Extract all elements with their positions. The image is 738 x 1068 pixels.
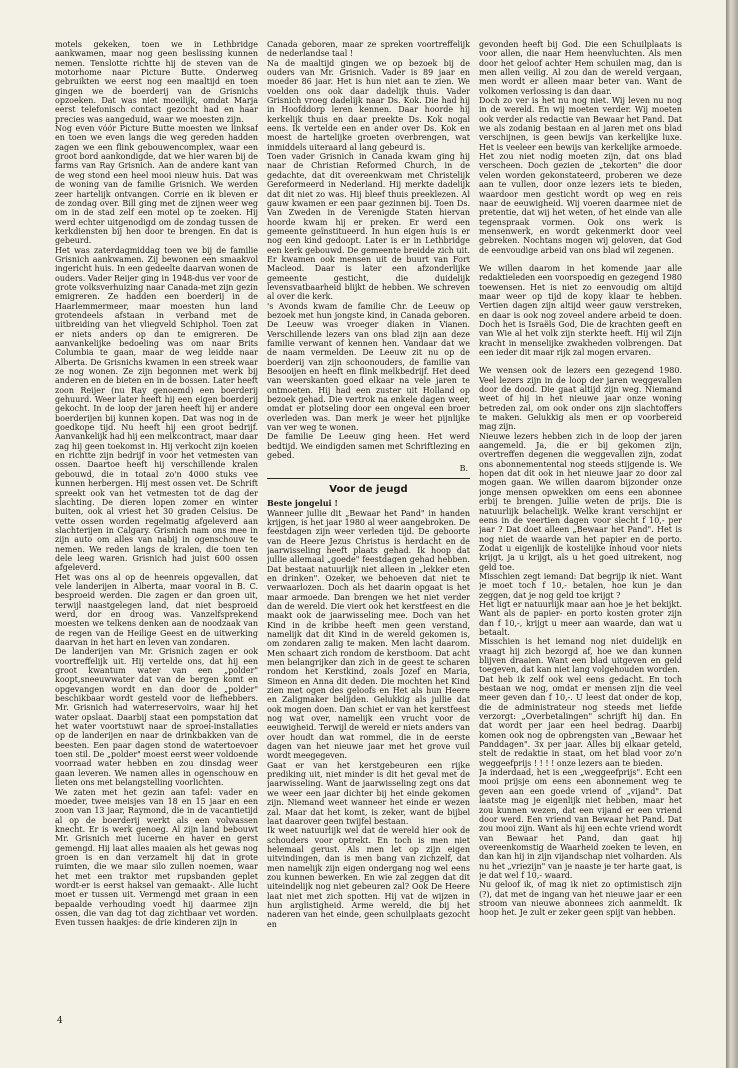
column-2	[267, 40, 470, 929]
paragraph: Gaat er van het kerstgebeuren een rijke prediking uit, niet minder is dit het geval met de jaarwisseling. Want de jaarwisseling zegt ons dat we weer een jaar dichter bij het einde gekomen zijn. Niemand weet wanneer het einde er wezen zal. Maar dat het komt, is zeker, want de bijbel laat daarover geen twijfel bestaan.	[267, 760, 470, 826]
paragraph: Ik weet natuurlijk wel dat de wereld hier ook de schouders voor optrekt. En toch is men niet helemaal gerust. Als men let op zijn eigen uitvindingen, dan is men bang van zichzelf, dat men namelijk zijn eigen ondergang nog wel eens zou kunnen bewerken. En wie zal zeggen dat dit uiteindelijk nog niet gebeuren zal? Ook De Heere laat niet met zich spotten. Hij vat de wijzen in hun arglistigheid. Arme wereld, die bij het naderen van het einde, geen schuilplaats gezocht en	[267, 826, 470, 929]
paragraph: De familie De Leeuw ging heen. Het werd bedtijd. We eindigden samen met Schriftlezing en gebed.	[267, 432, 470, 461]
greeting: Beste jongelui !	[267, 498, 338, 509]
paragraph: Misschien zegt iemand: Dat begrijp ik niet. Want je moet toch f 10,- betalen, hoe kun je dan zeggen, dat je nog geld toe krijgt ?	[479, 571, 682, 600]
page-number: 4	[57, 1016, 63, 1026]
paragraph: We zaten met het gezin aan tafel: vader en moeder, twee meisjes van 18 en 15 jaar en een zoon van 13 jaar, Raymond, die in de vacantietijd al op de boerderij werkt als een volwassen knecht. Er is werk genoeg. Al zijn land bebouwt Mr. Grisnich met lucerne en haver en gerst gemengd. Hij laat alles maaien als het gewas nog groen is en dan verzamelt hij dat in grote ruimten, die we maar silo zullen noemen, waar het met een traktor met rupsbanden geplet wordt-er is eerst haksel van gemaakt-. Alle lucht moet er tussen uit. Vermengd met graan in een bepaalde verhouding voedt hij daarmee zijn ossen, die van dag tot dag zichtbaar vet worden. Even tussen haakjes: de drie kinderen zijn in	[55, 787, 258, 928]
paragraph: De landerijen van Mr. Grisnich zagen er ook voortreffelijk uit. Hij vertelde ons, dat hij een groot kwantum water van een „polder" koopt,sneeuwwater dat van de bergen komt en opgevangen wordt en dan door de „polder" beschikbaar wordt gesteld voor de liefhebbers. Mr. Grisnich had waterreservoirs, waar hij het water opslaat. Daarbij staat een pompstation dat het water voortstuwt naar de sproei-installaties op de landerijen en naar de drinkbakken van de beesten. Een paar dagen stond de watertoevoer toen stil. De „polder" moest eerst weer voldoende voorraad water hebben en zou dinsdag weer gaan leveren. We namen alles in ogenschouw en lieten ons met belangstelling voorlichten.	[55, 647, 258, 788]
paragraph: Dat heb ik zelf ook wel eens gedacht. En toch bestaan we nog, omdat er mensen zijn die veel meer geven dan f 10,-. U leest dat onder de kop, die de administrateur nog steeds met liefde verzorgt: „Overbetalingen" schrijft hij dan. En dat wordt per jaar een heel bedrag. Daarbij komen ook nog de opbrengsten van „Bewaar het Panddagen". 3x per jaar. Alles bij elkaar geteld, stelt de redaktie in staat, om het blad voor zo'n weggeefprijs ! ! ! ! onze lezers aan te bieden.	[479, 674, 682, 768]
paragraph: Na de maaltijd gingen we op bezoek bij de ouders van Mr. Grisnich. Vader is 89 jaar en moeder 86 jaar. Het is hun niet aan te zien. We voelden ons ook daar dadelijk thuis. Vader Grisnich vroeg dadelijk naar Ds. Kok. Die had hij in Hoofddorp leren kennen. Daar hoorde hij kerkelijk thuis en daar preekte Ds. Kok nogal eens. Ik vertelde een en ander over Ds. Kok en moest de hartelijke groeten overbrengen, wat inmiddels uiteraard al lang gebeurd is.	[267, 58, 470, 152]
paragraph: Canada geboren, maar ze spreken voortreffelijk de nederlandse taal !	[267, 40, 470, 59]
paragraph: Het was zaterdagmiddag toen we bij de familie Grisnich aankwamen. Zij bewonen een smaakvol ingericht huis. In een gedeelte daarvan wonen de ouders. Vader Reijer ging in 1948-dus ver voor de grote volksverhuizing naar Canada-met zijn gezin emigreren. Ze hadden een boerderij in de Haarlemmermeer, maar moesten hun land grotendeels afstaan in verband met de uitbreiding van het vliegveld Schiphol. Toen zat er niets anders op dan te emigreren. De aanvankelijke bedoeling was om naar Brits Columbia te gaan, maar de weg leidde naar Alberta. De Grisnichs kwamen in een streek waar ze nog wonen. Ze zijn begonnen met werk bij anderen en de bieten en in de bossen. Later heeft zoon Reijer (nu Ray genoemd) een boerderij gehuurd. Weer later heeft hij een eigen boerderij gekocht. In de loop der jaren heeft hij er andere boerderijen bij kunnen kopen. Dat was nog in de goedkope tijd. Nu heeft hij een groot bedrijf. Aanvankelijk had hij een melkcontract, maar daar zag hij geen toekomst in. Hij verkocht zijn koeien en richtte zijn bedrijf in voor het vetmesten van ossen. Daartoe heeft hij verschillende kralen gebouwd, die in totaal zo'n 4000 stuks vee kunnen herbergen. Hij mest ossen vet. De Schrift spreekt ook van het vetmesten tot de dag der slachting. De dieren lopen zomer en winter buiten, ook al vriest het 30 graden Celsius. De vette ossen worden regelmatig afgeleverd aan slachterijen in Calgary. Grisnich nam ons mee in zijn auto om alles van nabij in ogenschouw te nemen. We reden langs de kralen, die toen ten dele leeg waren. Grisnich had juist 600 ossen afgeleverd.	[55, 245, 258, 573]
paragraph: Het was ons al op de heenreis opgevallen, dat vele landerijen in Alberta, maar vooral in B. C. besproeid werden. Die zagen er dan groen uit, terwijl naastgelegen land, dat niet besproeid werd, dor en droog was. Vanzelfsprekend moesten we telkens denken aan de noodzaak van de regen van de Heilige Geest en de uitwerking daarvan in het hart en leven van zondaren.	[55, 572, 258, 647]
paragraph: Misschien is het iemand nog niet duidelijk en vraagt hij zich bezorgd af, hoe we dan kunnen blijven draaien. Want een blad uitgeven en geld toegeven, dat kan niet lang volgehouden worden.	[479, 637, 682, 675]
column-3	[479, 40, 682, 929]
paragraph: Nu geloof ik, of mag ik niet zo optimistisch zijn (?), dat met de ingang van het nieuwe jaar er een stroom van nieuwe abonnees zich aanmeldt. Ik hoop het. Je zult er zeker geen spijt van hebben.	[479, 880, 682, 918]
paragraph: We willen daarom in het komende jaar alle redaktieleden een voorspoedig en gezegend 1980 toewensen. Het is niet zo eenvoudig om altijd maar weer op tijd de kopy klaar te hebben. Vertien dagen zijn altijd weer gauw verstreken, en daar is ook nog zoveel andere arbeid te doen. Doch het is Israëls God, Die de krachten geeft en van Wie al het volk zijn sterkte heeft. Hij wil Zijn kracht in menselijke zwakheden volbrengen. Dat een ieder dit maar rijk zal mogen ervaren.	[479, 263, 682, 357]
paragraph: Ja inderdaad, het is een „weggeefprijs". Echt een mooi prijsje om eens een abonnement weg te geven aan een goede vriend of „vijand". Dat laatste mag je eigenlijk niet hebben, maar het zou kunnen wezen, dat een vijand er een vriend door werd. Een vriend van Bewaar het Pand. Dat zou mooi zijn. Want als hij een echte vriend wordt van Bewaar het Pand, dan gaat hij overeenkomstig de Waarheid zoeken te leven, en dan kan hij in zijn vijandschap niet volharden. Als nu het „vriezijn" van je naaste je ter harte gaat, is je dat wel f 10,- waard.	[479, 768, 682, 880]
columns	[55, 40, 710, 929]
section-divider	[267, 478, 470, 479]
paragraph: We wensen ook de lezers een gezegend 1980. Veel lezers zijn in de loop der jaren weggevallen door de dood. Die gaat altijd zijn weg. Niemand weet of hij in het nieuwe jaar onze woning betreden zal, om ook onder ons zijn slachtoffers te maken. Gelukkig als men er op voorbereid mag zijn.	[479, 366, 682, 432]
paragraph: Wanneer jullie dit „Bewaar het Pand" in handen krijgen, is het jaar 1980 al weer aangebroken. De feestdagen zijn weer verleden tijd. De geboorte van de Heere Jezus Christus is herdacht en de jaarwisseling heeft plaats gehad. Ik hoop dat jullie allemaal „goede" feestdagen gehad hebben. Dat bestaat natuurlijk niet alleen in „lekker eten en drinken". Ozeker, we behoeven dat niet te verwaarlozen. Doch als het daarin opgaat is het maar armoede. Dan brengen we het niet verder dan de wereld. Die viert ook het kerstfeest en die maakt ook de jaarwisseling mee. Doch van het Kind in de kribbe heeft men geen verstand, namelijk dat dit Kind in de wereld gekomen is, om zondaren zalig te maken. Men lacht daarom. Men schaart zich rondom de kerstboom. Dat acht men belangrijker dan zich in de geest te scharen rondom het Kerstkind, zoals Jozef en Maria, Simeon en Anna dit deden. Die mochten het Kind zien met ogen des geloofs en Het als hun Heere en Zaligmaker belijden. Gelukkig als jullie dat ook mogen doen. Dan schiet er van het kerstfeest nog wat over, namelijk een vrucht voor de eeuwigheid. Terwijl de wereld er niets anders van over houdt dan wat rommel, die in de eerste dagen van het nieuwe jaar met het grove vuil wordt meegegeven.	[267, 508, 470, 761]
paragraph: Het ligt er natuurlijk maar aan hoe je het bekijkt. Want als de papier- en porto kosten groter zijn dan f 10,-, krijgt u meer aan waarde, dan wat u betaalt.	[479, 599, 682, 637]
paragraph: Doch zo ver is het nu nog niet. Wij leven nu nog in de wereld. En wij moeten verder. Wij moeten ook verder als redactie van Bewaar het Pand. Dat we als zodanig bestaan en al jaren met ons blad verschijnen, is geen bewijs van kerkelijke luxe. Het is veeleer een bewijs van kerkelijke armoede. Het zou niet nodig moeten zijn, dat ons blad verscheen. Doch gezien de „tekorten" die door velen worden gekonstateerd, proberen we deze aan te vullen, door onze lezers iets te bieden, waardoor men gesticht wordt op weg en reis naar de eeuwigheid. Wij voeren daarmee niet de pretentie, dat wij het weten, of het einde van alle tegenspraak vormen. Ook ons werk is mensenwerk, en wordt gekenmerkt door veel gebreken. Nochtans mogen wij geloven, dat God de eenvoudige arbeid van ons blad wil zegenen.	[479, 96, 682, 255]
binding-edge	[726, 0, 738, 1068]
paragraph: Toen vader Grisnich in Canada kwam ging hij naar de Christian Reformed Church, in de gedachte, dat dit overeenkwam met Christelijk Gereformeerd in Nederland. Hij merkte dadelijk dat dit niet zo was. Hij bleef thuis preeklezen. Al gauw kwamen er een paar gezinnen bij. Toen Ds. Van Zweden in de Verenigde Staten hiervan hoorde kwam hij er preken. Er werd een gemeente geïnstitueerd. In hun eigen huis is er nog een kind gedoopt. Later is er in Lethbridge een kerk gebouwd. De gemeente breidde zich uit. Er kwamen ook mensen uit de buurt van Fort Macleod. Daar is later een afzonderlijke gemeente gesticht, die duidelijk levensvatbaarheid blijkt de hebben. We schreven al over die kerk.	[267, 152, 470, 302]
column-1	[55, 40, 258, 929]
paragraph: 's Avonds kwam de familie Chr. de Leeuw op bezoek met hun jongste kind, in Canada geboren. De Leeuw was vroeger diaken in Vianen. Verschillende lezers van ons blad zijn aan deze familie verwant of kennen hen. Vandaar dat we de naam vermelden. De Leeuw zit nu op de boerderij van zijn schoonouders, de familie van Besooijen en heeft en flink melkbedrijf. Het deed van weerskanten goed elkaar na vele jaren te ontmoeten. Hij had een zuster uit Holland op bezoek gehad. Die vertrok na enkele dagen weer, omdat er plotseling door een ongeval een broer overleden was. Dan merk je weer het pijnlijke van ver weg te wonen.	[267, 301, 470, 433]
paragraph: motels gekeken, toen we in Lethbridge aankwamen, maar nog geen beslissing kunnen nemen. Tenslotte richtte hij de steven van de motorhome naar Picture Butte. Onderweg gebruikten we eerst nog een maaltijd en toen gingen we de boerderij van de Grisnichs opzoeken. Dat was niet moeilijk, omdat Marja eerst telefonisch contact gezocht had en haar precies was aangeduid, waar we moesten zijn.	[55, 40, 258, 124]
paragraph: gevonden heeft bij God. Die een Schuilplaats is voor allen, die naar Hem heenvluchten. Als men door het geloof achter Hem schuilen mag, dan is men allen veilig. Al zou dan de wereld vergaan, men wordt er alleen maar beter van. Want de volkomen verlossing is dan daar.	[479, 40, 682, 96]
paragraph: Nog even vóór Picture Butte moesten we linksaf en toen we even langs die weg gereden hadden zagen we een flink gebouwencomplex, waar een groot bord aankondigde, dat we hier waren bij de farms van Ray Grisnich. Aan de andere kant van de weg stond een heel mooi nieuw huis. Dat was de woning van de familie Grisnich. We werden zeer hartelijk ontvangen. Corrie en ik bleven er de zondag over. Bill ging met de zijnen weer weg om in de stad zelf een motel op te zoeken. Hij werd echter uitgenodigd om de zondag tussen de kerkdiensten bij hen door te brengen. En dat is gebeurd.	[55, 124, 258, 246]
author-signature: B.	[459, 464, 468, 474]
paragraph: Nieuwe lezers hebben zich in de loop der jaren aangemeld. Ja, die er bij gekomen zijn, overtreffen degenen die weggevallen zijn, zodat ons abonnementental nog steeds stijgende is. We hopen dat dit ook in het nieuwe jaar zo door zal mogen gaan. We willen daarom bijzonder onze jonge mensen opwekken om eens een abonnee erbij te brengen. Jullie weten de prijs. Die is natuurlijk belachelijk. Welke krant verschijnt er eens in de veertien dagen voor slecht f 10,- per jaar ? Dat doet alleen „Bewaar het Pand". Het is nog niet de waarde van het papier en de porto. Zodat u eigenlijk de kostelijke inhoud voor niets krijgt, ja u krijgt, als u het goed uitrekent, nog geld toe.	[479, 431, 682, 572]
section-heading: Voor de jeugd	[329, 483, 408, 495]
